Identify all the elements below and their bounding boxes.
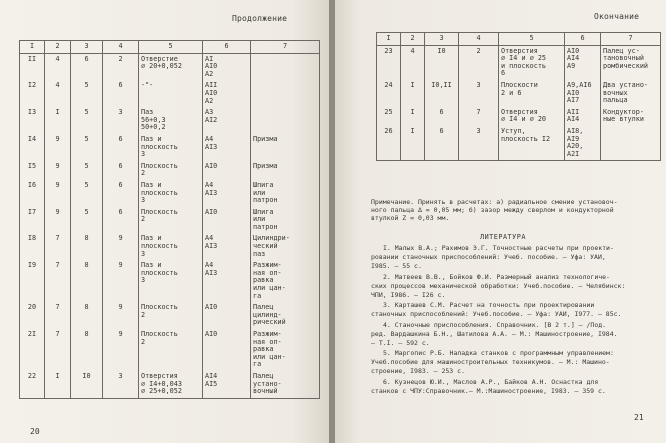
table-cell: Отверстия ∅ I4+0,043 ∅ 25+0,052: [139, 371, 203, 398]
table-cell: I: [401, 126, 425, 161]
table-cell: АI4 АI5: [203, 371, 251, 398]
table-cell: I8: [20, 233, 45, 260]
table-cell: II: [20, 53, 45, 80]
table-row: [20, 80, 320, 107]
table-cell: Призма: [251, 161, 320, 180]
table-cell: 7: [459, 107, 499, 126]
table-cell: Паз и плоскость 3: [139, 134, 203, 161]
table-row: [377, 80, 661, 107]
table-row: [20, 207, 320, 234]
column-header: I: [20, 41, 45, 54]
table-cell: Палец устано- вочный: [251, 371, 320, 398]
table-cell: 6: [425, 126, 459, 161]
left-page-number: 20: [30, 427, 40, 436]
table-cell: 9: [45, 207, 71, 234]
book-spine: [329, 0, 335, 443]
table-cell: Паз и плоскость 3: [139, 180, 203, 207]
table-cell: [251, 107, 320, 134]
table-cell: 5: [71, 134, 103, 161]
reference-item: 3. Карташев С.М. Расчет на точность при проектировании станочных приспособлений: Учеб.пособие. – Уфа: УАИ, I977. – 85с.: [371, 301, 622, 318]
table-cell: Плоскости 2 и 6: [499, 80, 565, 107]
table-cell: 5: [71, 180, 103, 207]
column-header: 5: [499, 33, 565, 46]
table-row: [20, 53, 320, 80]
right-page-number: 21: [634, 413, 644, 422]
table-cell: 9: [103, 233, 139, 260]
table-cell: 5: [71, 107, 103, 134]
table-cell: АI0: [203, 161, 251, 180]
table-cell: I6: [20, 180, 45, 207]
column-header: 6: [203, 41, 251, 54]
table-cell: 25: [377, 107, 401, 126]
table-cell: 8: [71, 302, 103, 329]
table-cell: I: [401, 80, 425, 107]
table-cell: Кондуктор- ные втулки: [601, 107, 661, 126]
column-header: 7: [251, 41, 320, 54]
table-cell: 4: [45, 80, 71, 107]
table-cell: I7: [20, 207, 45, 234]
table-cell: 6: [71, 53, 103, 80]
table-cell: 3: [103, 107, 139, 134]
table-cell: Разжим- ная оп- равка или цан- га: [251, 329, 320, 371]
table-cell: I0,II: [425, 80, 459, 107]
table-cell: Палец ус- тановочный ромбический: [601, 45, 661, 80]
table-cell: I4: [20, 134, 45, 161]
table-cell: АII АI4: [565, 107, 601, 126]
table-cell: 6: [103, 180, 139, 207]
table-cell: 2: [103, 53, 139, 80]
table-cell: Уступ, плоскость I2: [499, 126, 565, 161]
table-row: [20, 161, 320, 180]
table-cell: I: [45, 107, 71, 134]
table-cell: 4: [401, 45, 425, 80]
reference-item: 4. Станочные приспособления. Справочник. [В 2 т.] – /Под. ред. Вардашкина Б.Н., Шатилова А.А. – М.: Машиностроение, I984. – Т.I. – 592 с.: [371, 320, 618, 347]
table-cell: 3: [459, 80, 499, 107]
column-header: 2: [401, 33, 425, 46]
table-row: [20, 233, 320, 260]
table-cell: Плоскость 2: [139, 302, 203, 329]
table-cell: 6: [103, 207, 139, 234]
table-cell: Паз 56+0,3 50+0,2: [139, 107, 203, 134]
column-header: 2: [45, 41, 71, 54]
table-cell: I0: [71, 371, 103, 398]
reference-item: 5. Маргопис Р.Б. Наладка станков с программным управлением: Учеб.пособие для машиностроительных техникумов. – М.: Машино- строение, I983. – 253 с.: [371, 349, 614, 375]
table-cell: 9: [103, 302, 139, 329]
table-cell: 7: [45, 233, 71, 260]
table-cell: 3: [103, 371, 139, 398]
table-cell: Палец цилинд- рический: [251, 302, 320, 329]
table-cell: Отверстия ∅ I4 и ∅ 20: [499, 107, 565, 126]
table-cell: 2: [459, 45, 499, 80]
table-cell: А9,АI6 АI0 АI7: [565, 80, 601, 107]
table-cell: А4 АI3: [203, 260, 251, 302]
left-page-heading: Продолжение: [232, 14, 288, 23]
right-page-heading: Окончание: [594, 12, 640, 21]
table-note: Примечание. Принять в расчетах: а) радиальное смение установоч- ного пальца ∆ = 0,05 мм; б) зазор между сверлом и кондукторной втулкой Z = 0,03 мм.: [371, 198, 618, 222]
table-row: [377, 45, 661, 80]
table-cell: Шпига или патрон: [251, 180, 320, 207]
table-cell: 6: [103, 134, 139, 161]
table-cell: АI0: [203, 207, 251, 234]
table-cell: 7: [45, 302, 71, 329]
reference-list: [371, 244, 656, 397]
table-cell: Паз и плоскость 3: [139, 233, 203, 260]
table-cell: 5: [71, 80, 103, 107]
table-cell: 9: [45, 134, 71, 161]
table-cell: 6: [103, 80, 139, 107]
table-cell: 6: [103, 161, 139, 180]
table-cell: -"-: [139, 80, 203, 107]
table-cell: 9: [103, 329, 139, 371]
table-cell: 4: [45, 53, 71, 80]
table-cell: I2: [20, 80, 45, 107]
table-row: [20, 134, 320, 161]
column-header: I: [377, 33, 401, 46]
table-row: [20, 260, 320, 302]
table-cell: I5: [20, 161, 45, 180]
table-cell: [251, 53, 320, 80]
table-cell: Паз и плоскость 3: [139, 260, 203, 302]
table-row: [377, 107, 661, 126]
table-cell: 23: [377, 45, 401, 80]
column-header: 3: [425, 33, 459, 46]
table-cell: Цилиндри- ческий паз: [251, 233, 320, 260]
table-cell: I0: [425, 45, 459, 80]
table-row: [20, 180, 320, 207]
reference-item: 6. Кузнецов Ю.И., Маслов А.Р., Байков А.Н. Оснастка для станков с ЧПУ:Справочник.– М.:Машиностроение, I983. – 359 с.: [371, 377, 606, 395]
table-cell: 7: [45, 329, 71, 371]
table-row: [20, 371, 320, 398]
table-row: [20, 107, 320, 134]
table-cell: 9: [45, 180, 71, 207]
table-cell: АI0 АI4 А9: [565, 45, 601, 80]
table-cell: [251, 80, 320, 107]
table-cell: А4 АI3: [203, 233, 251, 260]
table-cell: АI0: [203, 329, 251, 371]
table-cell: 20: [20, 302, 45, 329]
table-cell: I: [45, 371, 71, 398]
table-row: [20, 329, 320, 371]
table-cell: 9: [103, 260, 139, 302]
table-cell: АI0: [203, 302, 251, 329]
table-cell: А3 АI2: [203, 107, 251, 134]
table-cell: 6: [425, 107, 459, 126]
table-cell: АI АI0 А2: [203, 53, 251, 80]
column-header: 5: [139, 41, 203, 54]
table-cell: Плоскость 2: [139, 329, 203, 371]
table-row: [20, 302, 320, 329]
right-table: [376, 32, 661, 161]
table-cell: 8: [71, 329, 103, 371]
table-cell: Два устано- вочных пальца: [601, 80, 661, 107]
table-cell: Плоскость 2: [139, 207, 203, 234]
reference-item: 2. Матвеев В.В., Бойков Ф.И. Размерный анализ технологиче- ских процессов механической обработки: Учеб.пособие. – Челябинск: ЧПИ, I986. – I26 с.: [371, 272, 626, 299]
table-cell: 2I: [20, 329, 45, 371]
table-cell: Разжим- ная оп- равка или цан- га: [251, 260, 320, 302]
table-header-row: [377, 33, 661, 46]
table-header-row: [20, 41, 320, 54]
table-cell: Плоскость 2: [139, 161, 203, 180]
table-cell: А4 АI3: [203, 180, 251, 207]
column-header: 7: [601, 33, 661, 46]
table-cell: I3: [20, 107, 45, 134]
column-header: 4: [103, 41, 139, 54]
table-cell: 8: [71, 260, 103, 302]
table-cell: 22: [20, 371, 45, 398]
table-cell: 7: [45, 260, 71, 302]
table-cell: Отверстия ∅ I4 и ∅ 25 и плоскость 6: [499, 45, 565, 80]
table-cell: I9: [20, 260, 45, 302]
left-table: [19, 40, 320, 399]
table-cell: I: [401, 107, 425, 126]
table-cell: 3: [459, 126, 499, 161]
column-header: 4: [459, 33, 499, 46]
table-cell: АII АI0 А2: [203, 80, 251, 107]
table-cell: 9: [45, 161, 71, 180]
table-cell: А4 АI3: [203, 134, 251, 161]
table-cell: [601, 126, 661, 161]
column-header: 3: [71, 41, 103, 54]
column-header: 6: [565, 33, 601, 46]
table-cell: 24: [377, 80, 401, 107]
table-cell: 26: [377, 126, 401, 161]
table-cell: Шпига или патрон: [251, 207, 320, 234]
table-cell: 8: [71, 233, 103, 260]
table-row: [377, 126, 661, 161]
table-cell: 5: [71, 161, 103, 180]
table-cell: 5: [71, 207, 103, 234]
table-cell: АI8, АI9 А20, А2I: [565, 126, 601, 161]
table-cell: Призма: [251, 134, 320, 161]
reference-item: I. Малых В.А.; Рахимов Э.Г. Точностные расчеты при проекти- ровании станочных приспособлений: Учеб. пособие. – Уфа: УАИ, I985. – 55 с.: [371, 244, 614, 270]
table-cell: Отверстие ∅ 20+0,052: [139, 53, 203, 80]
literature-title: ЛИТЕРАТУРА: [480, 233, 526, 241]
